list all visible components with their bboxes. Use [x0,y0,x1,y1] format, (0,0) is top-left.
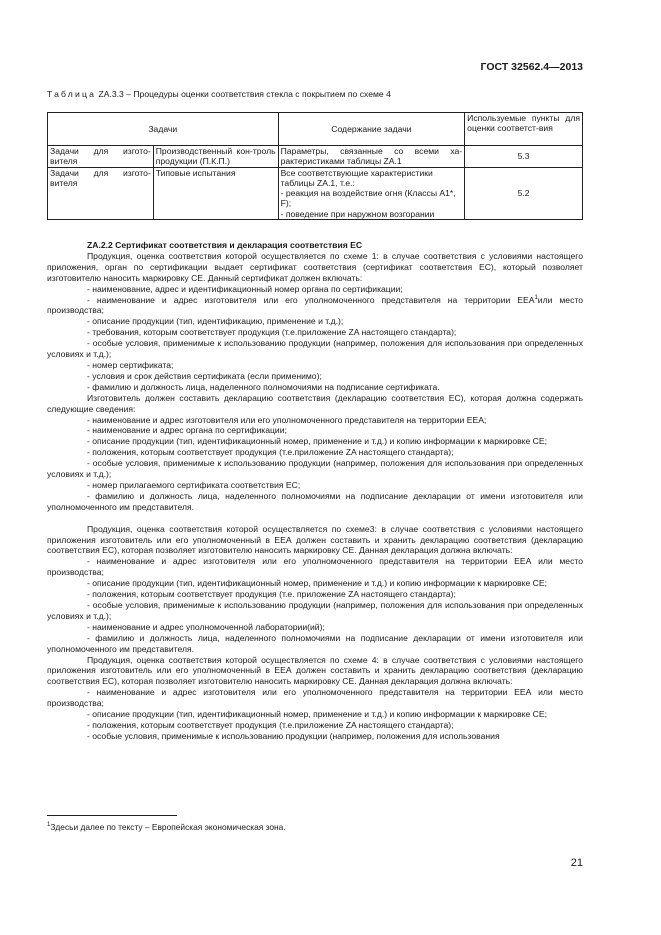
paragraph [47,491,583,513]
paragraph-text: - положения, которым соответствует продукция (т.е.приложение ZA настоящего стандарта); [87,719,454,730]
paragraph-text: - положения, которым соответствует продукция (т.е.приложение ZA настоящего стандарта); [87,447,454,458]
paragraph-text: - наименование и адрес изготовителя или его уполномоченного представителя на территории ЕЕА или место производства; [47,556,583,578]
paragraph-text: Продукция, оценка соответствия которой осуществляется по схеме 1: в случае соответствия с условиями настоящего приложения, орган по сертификации выдает сертификат соответствия (сертификат соответствия ЕС), который позволяет изготовителю наносить маркировку СЕ. Данный сертификат должен включать: [47,250,583,283]
paragraph-text: Продукция, оценка соответствия которой осуществляется по схеме 4: в случае соответствия с условиями настоящего приложения изготовитель или его уполномоченный в ЕЕА должен составить и хранить декларацию соответствия (декларацию соответствия ЕС), которая позволяет изготовителю наносить маркировку СЕ. Данная декларация должна включать: [47,654,583,687]
table-row [48,167,583,219]
paragraph-text: Изготовитель должен составить декларацию соответствия (декларацию соответствия ЕС), которая должна содержать следующие сведения: [47,392,583,414]
footnote [47,822,286,833]
paragraph-text: - условия и срок действия сертификата (если применимо); [87,370,322,381]
table-cell-clause: 5.3 [465,146,583,168]
paragraph-gap [47,513,583,524]
paragraph [47,425,583,436]
paragraph [47,633,583,655]
characteristics-item: - реакция на воздействие огня (Классы А1*, F); [280,188,456,209]
paragraph [47,524,583,557]
paragraph-text: - положения, которым соответствует продукция (т.е. приложение ZA настоящего стандарта); [87,589,456,600]
table-cell: Типовые испытания [153,167,278,219]
paragraph [47,480,583,491]
paragraph-text: - наименование и адрес уполномоченной лаборатории(ий); [87,621,325,632]
paragraph-text: - описание продукции (тип, идентификационный номер, применение и т.д.) и копию информации к маркировке СЕ; [87,578,548,589]
table-cell: Параметры, связанные со всеми ха-рактеристиками таблицы ZA.1 [278,146,465,168]
footnote-ref: 1 [534,294,538,301]
section-paragraphs [47,251,583,742]
paragraph-text: - наименование и адрес органа по сертификации; [87,425,287,436]
paragraph-text: - наименование, адрес и идентификационный номер органа по сертификации; [87,283,403,294]
paragraph [47,393,583,415]
paragraph [47,622,583,633]
footnote-text: Здесьи далее по тексту – Европейская экономическая зона. [50,822,286,832]
paragraph-text: - номер сертификата; [87,359,174,370]
footnote-marker: 1 [47,822,51,829]
paragraph-text: или место производства; [47,294,583,316]
paragraph [47,687,583,709]
paragraph-text: - номер прилагаемого сертификата соответствия ЕС; [87,479,301,490]
paragraph [47,600,583,622]
paragraph [47,284,583,295]
paragraph [47,589,583,600]
paragraph [47,458,583,480]
paragraph-text: - описание продукции (тип, идентификацию, применение и т.д.); [87,316,344,327]
table-cell-characteristics [278,167,465,219]
paragraph-text: - особые условия, применимые к использованию продукции (например, положения для использования при определенных условиях и т.д.); [47,338,583,360]
paragraph [47,295,583,317]
section-body [47,240,583,742]
paragraph [47,556,583,578]
paragraph [47,251,583,284]
table-caption-text: ZA.3.3 – Процедуры оценки соответствия стекла с покрытием по схеме 4 [98,89,391,99]
paragraph [47,720,583,731]
table-cell-clause: 5.2 [465,167,583,219]
document-standard-number: ГОСТ 32562.4—2013 [480,61,583,73]
paragraph [47,447,583,458]
paragraph [47,731,583,742]
footnote-divider [47,815,177,816]
header-clauses: Используемые пункты для оценки соответст-вия [465,113,583,146]
paragraph [47,415,583,426]
paragraph [47,382,583,393]
paragraph [47,327,583,338]
paragraph [47,578,583,589]
paragraph [47,316,583,327]
paragraph-text: - наименование и адрес изготовителя или его уполномоченного представителя на территории ЕЕА или место производства; [47,687,583,709]
paragraph-text: - требования, которым соответствует продукция (т.е.приложение ZA настоящего стандарта); [87,327,457,338]
paragraph [47,338,583,360]
paragraph [47,436,583,447]
table-cell: Задачи для изгото-вителя [48,167,154,219]
table-header-row [48,113,583,146]
header-task-content: Содержание задачи [278,113,465,146]
paragraph-text: - описание продукции (тип, идентификационный номер, применение и т.д.) и копию информации к маркировке СЕ; [87,436,548,447]
paragraph-text: - наименование и адрес изготовителя или его уполномоченного представителя на территории ЕЕА [87,294,535,305]
paragraph-text: - фамилию и должность лица, наделенного полномочиями на подписание декларации от имени изготовителя или уполномоченного им представителя. [47,632,583,654]
paragraph-text: - фамилию и должность лица, наделенного полномочиями на подписание декларации от имени изготовителя или уполномоченного им представителя. [47,490,583,512]
paragraph-text: Продукция, оценка соответствия которой осуществляется по схеме3: в случае соответствия с условиями настоящего приложения изготовитель или его уполномоченный в ЕЕА должен составить и хранить декларацию соответствия (декларацию соответствия ЕС), которая позволяет изготовителю наносить маркировку СЕ. Данная декларация должна включать: [47,523,583,556]
header-tasks: Задачи [48,113,279,146]
paragraph-text: - особые условия, применимые к использованию продукции (например, положения для использования [87,730,500,741]
characteristics-item: - поведение при наружном возгорании [280,208,435,219]
paragraph [47,371,583,382]
paragraph-text: - наименование и адрес изготовителя или его уполномоченного представителя на территории ЕЕА; [87,414,487,425]
paragraph [47,360,583,371]
paragraph [47,709,583,720]
procedures-table [47,112,583,220]
table-caption [47,89,391,100]
table-caption-label: Таблица [47,89,97,99]
paragraph-text: - особые условия, применимые к использованию продукции (например, положения для использования при определенных условиях и т.д.); [47,600,583,621]
paragraph [47,655,583,688]
characteristics-intro: Все соответствующие характеристики таблицы ZA.1, т.е.: [280,167,433,188]
table-cell: Производственный кон-троль продукции (П.К.П.) [153,146,278,168]
page-number: 21 [570,857,583,869]
section-heading: ZA.2.2 Сертификат соответствия и декларация соответствия ЕС [87,240,363,250]
paragraph-text: - описание продукции (тип, идентификационный номер, применение и т.д.) и копию информации к маркировке СЕ; [87,709,548,720]
paragraph-text: - фамилию и должность лица, наделенного полномочиями на подписание сертификата. [87,381,440,392]
table-cell: Задачи для изгото-вителя [48,146,154,168]
table-row [48,146,583,168]
paragraph-text: - особые условия, применимые к использованию продукции (например, положения для использования при определенных условиях и т.д.); [47,458,583,480]
